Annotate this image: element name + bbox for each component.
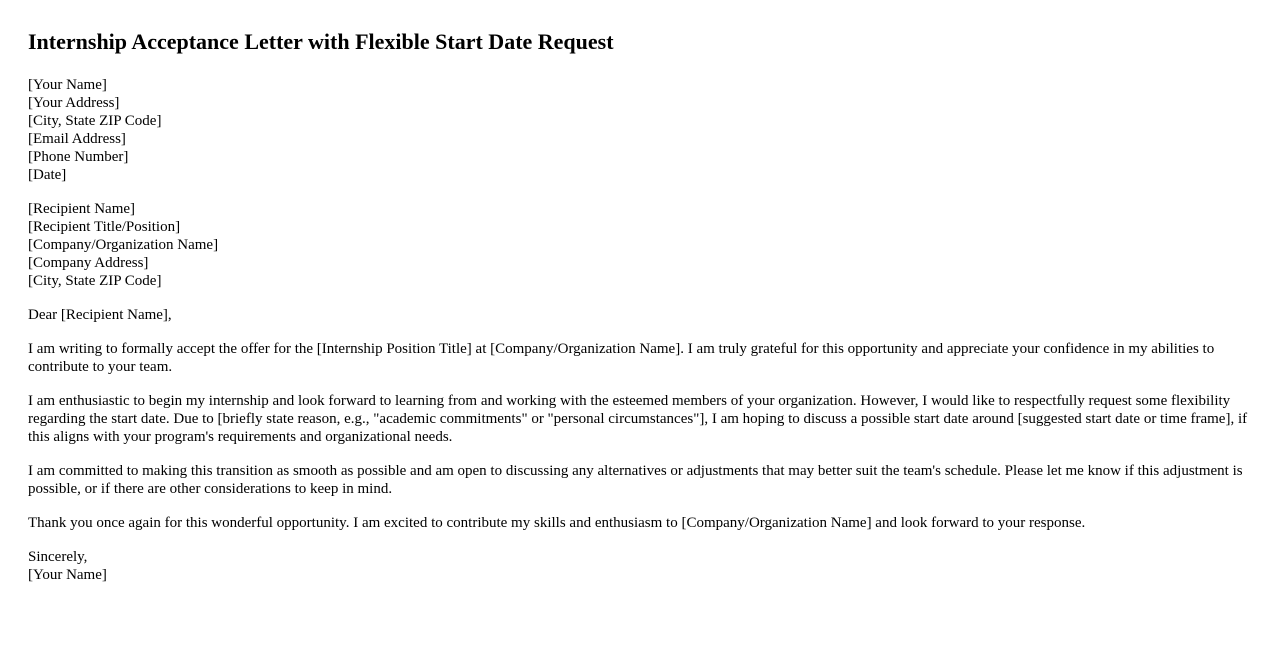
- recipient-title: [Recipient Title/Position]: [28, 219, 181, 235]
- body-paragraph-thanks: Thank you once again for this wonderful opportunity. I am excited to contribute my skills and enthusiasm to [Company/Organization Name] and look forward to your response.: [28, 515, 1086, 531]
- letter-date: [Date]: [28, 167, 67, 183]
- body-paragraph-commitment: I am committed to making this transition as smooth as possible and am open to discussing any alternatives or adjustments that may better suit the team's schedule. Please let me know if this adjustment is possible, or if there are other considerations to keep in mind.: [28, 463, 1243, 497]
- closing-block: [28, 548, 1250, 584]
- sender-city-state-zip: [City, State ZIP Code]: [28, 113, 162, 129]
- page-title: Internship Acceptance Letter with Flexible Start Date Request: [28, 29, 614, 54]
- recipient-company: [Company/Organization Name]: [28, 237, 219, 253]
- salutation: Dear [Recipient Name],: [28, 307, 172, 323]
- sender-address-block: [28, 76, 1250, 184]
- body-paragraph-start-date-request: I am enthusiastic to begin my internship and look forward to learning from and working with the esteemed members of your organization. However, I would like to respectfully request some flexibility regarding the start date. Due to [briefly state reason, e.g., "academic commitments" or "personal circumstances"], I am hoping to discuss a possible start date around [suggested start date or time frame], if this aligns with your program's requirements and organizational needs.: [28, 393, 1248, 445]
- recipient-address-block: [28, 200, 1250, 290]
- signature-name: [Your Name]: [28, 567, 107, 583]
- sender-name: [Your Name]: [28, 77, 107, 93]
- recipient-name: [Recipient Name]: [28, 201, 136, 217]
- recipient-city-state-zip: [City, State ZIP Code]: [28, 273, 162, 289]
- sender-email: [Email Address]: [28, 131, 126, 147]
- valediction: Sincerely,: [28, 549, 88, 565]
- sender-address: [Your Address]: [28, 95, 120, 111]
- sender-phone: [Phone Number]: [28, 149, 129, 165]
- recipient-company-address: [Company Address]: [28, 255, 149, 271]
- body-paragraph-acceptance: I am writing to formally accept the offer for the [Internship Position Title] at [Company/Organization Name]. I am truly grateful for this opportunity and appreciate your confidence in my abilities to contribute to your team.: [28, 341, 1215, 375]
